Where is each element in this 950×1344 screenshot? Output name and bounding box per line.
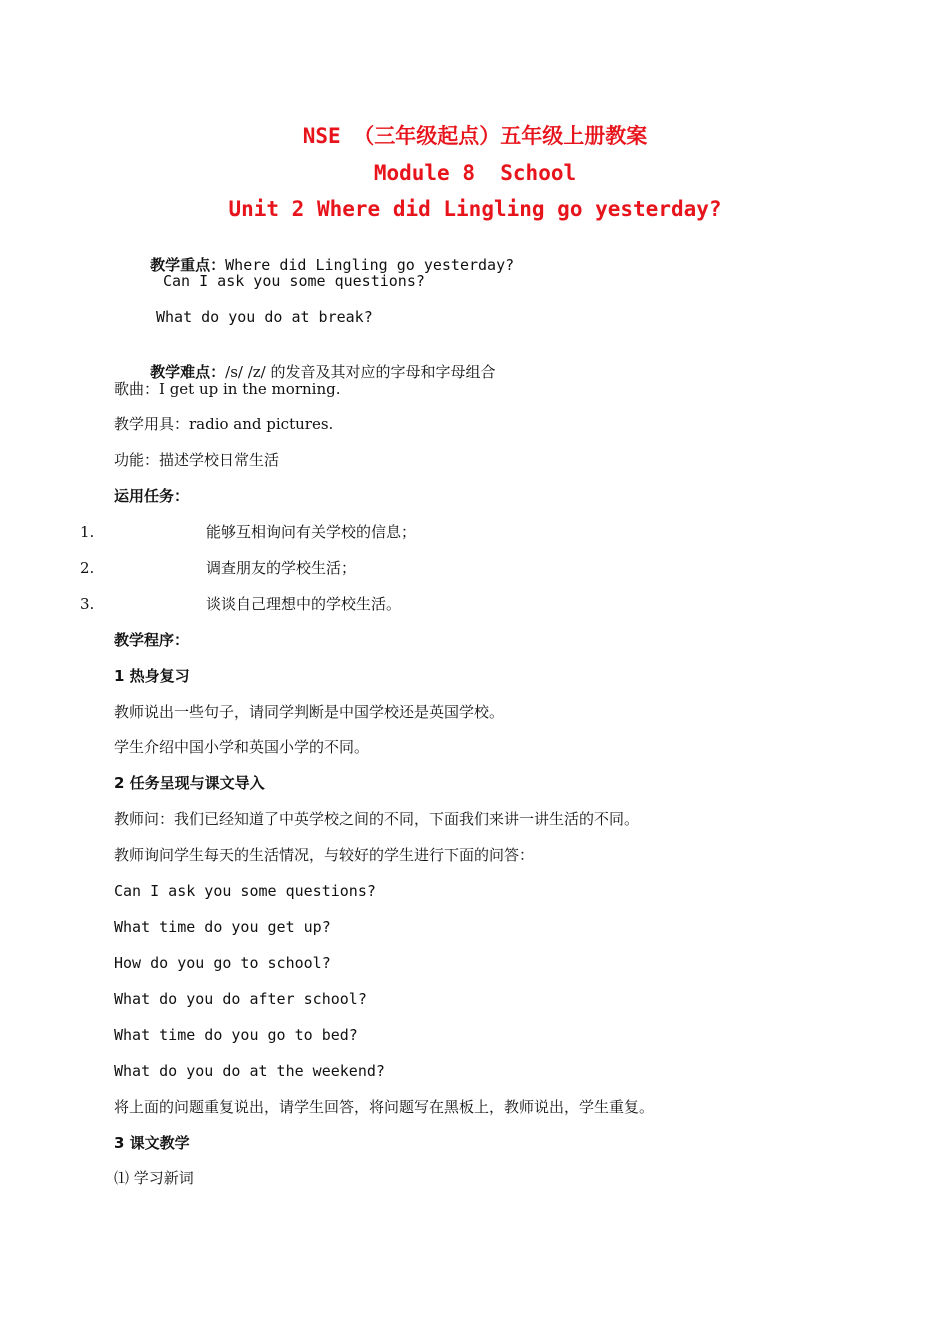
step2-line: 将上面的问题重复说出，请学生回答，将问题写在黑板上，教师说出，学生重复。	[114, 1098, 655, 1116]
task-number: 2.	[80, 559, 95, 577]
step2-question: What do you do at the weekend?	[114, 1062, 385, 1080]
focus-question-1: Where did Lingling go yesterday?	[225, 256, 515, 274]
step1-line: 学生介绍中国小学和英国小学的不同。	[114, 738, 370, 756]
step1-heading: 1 热身复习	[114, 667, 190, 685]
task-item: 调查朋友的学校生活；	[206, 559, 357, 577]
difficulty-text: /s/ /z/ 的发音及其对应的字母和字母组合	[225, 363, 496, 381]
step2-question: Can I ask you some questions?	[114, 882, 376, 900]
tools-line: 教学用具：radio and pictures.	[114, 415, 334, 433]
step2-question: How do you go to school?	[114, 954, 331, 972]
procedure-label: 教学程序：	[114, 631, 190, 649]
function-line: 功能：描述学校日常生活	[114, 451, 280, 469]
tasks-label: 运用任务：	[114, 487, 190, 505]
focus-label: 教学重点：	[150, 256, 226, 274]
step2-question: What time do you go to bed?	[114, 1026, 358, 1044]
focus-question-3: What do you do at break?	[156, 308, 373, 326]
step2-question: What time do you get up?	[114, 918, 331, 936]
step3-heading: 3 课文教学	[114, 1134, 190, 1152]
task-number: 3.	[80, 595, 95, 613]
unit-title: Unit 2 Where did Lingling go yesterday?	[228, 197, 722, 221]
focus-question-2: Can I ask you some questions?	[163, 272, 425, 290]
step1-line: 教师说出一些句子，请同学判断是中国学校还是英国学校。	[114, 703, 505, 721]
step3-subheading: ⑴ 学习新词	[114, 1169, 194, 1187]
step2-line: 教师询问学生每天的生活情况，与较好的学生进行下面的问答：	[114, 846, 535, 864]
step2-line: 教师问：我们已经知道了中英学校之间的不同，下面我们来讲一讲生活的不同。	[114, 810, 640, 828]
task-item: 谈谈自己理想中的学校生活。	[206, 595, 402, 613]
song-line: 歌曲：I get up in the morning.	[114, 380, 341, 398]
document-title: NSE （三年级起点）五年级上册教案	[302, 124, 648, 148]
step2-heading: 2 任务呈现与课文导入	[114, 774, 265, 792]
task-number: 1.	[80, 523, 95, 541]
difficulty-label: 教学难点：	[150, 363, 226, 381]
module-title: Module 8 School	[373, 161, 577, 185]
task-item: 能够互相询问有关学校的信息；	[206, 523, 417, 541]
step2-question: What do you do after school?	[114, 990, 367, 1008]
